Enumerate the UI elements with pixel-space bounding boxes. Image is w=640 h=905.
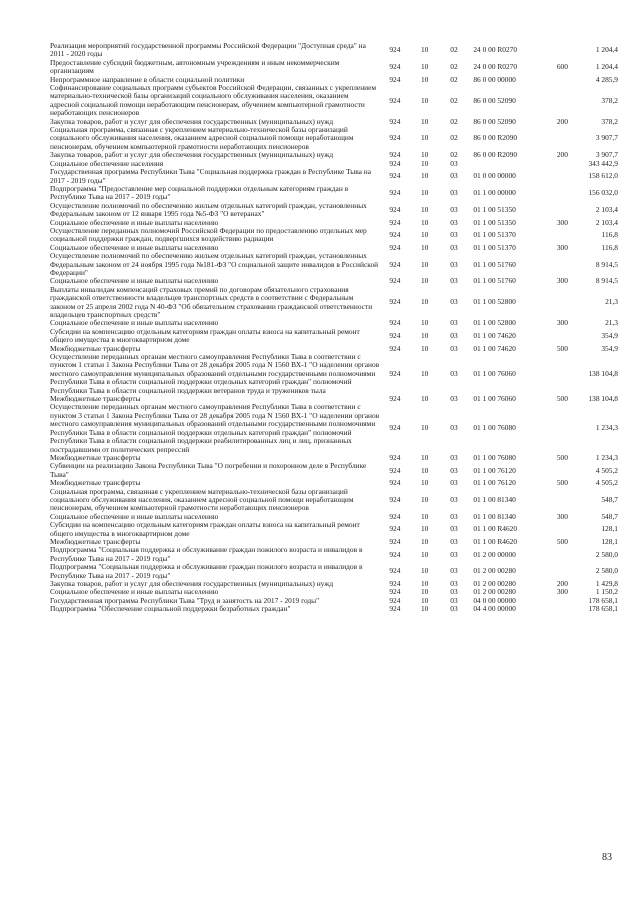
row-amount: 4 285,9 xyxy=(595,74,618,84)
row-amount: 116,8 xyxy=(601,242,618,252)
row-subsection-code: 02 xyxy=(450,45,458,55)
row-description: Межбюджетные трансферты xyxy=(50,536,141,546)
row-grbs-code: 924 xyxy=(389,116,401,126)
table-row xyxy=(50,403,618,453)
row-subsection-code: 03 xyxy=(450,566,458,576)
row-amount: 548,7 xyxy=(601,494,618,504)
row-amount: 3 907,7 xyxy=(595,133,618,143)
row-subsection-code: 03 xyxy=(450,423,458,433)
row-description: Социальное обеспечение и иные выплаты населению xyxy=(50,318,219,328)
row-subsection-code: 03 xyxy=(450,494,458,504)
row-grbs-code: 924 xyxy=(389,158,401,168)
row-expense-type: 300 xyxy=(556,276,568,286)
row-description: Субсидии на компенсацию отдельным категориям граждан оплаты взноса на капитальный ремонт общего имущества в многоквартирном доме xyxy=(50,520,360,538)
row-subsection-code: 03 xyxy=(450,242,458,252)
row-grbs-code: 924 xyxy=(389,297,401,307)
row-grbs-code: 924 xyxy=(389,204,401,214)
table-row xyxy=(50,168,618,185)
row-section-code: 10 xyxy=(420,230,429,240)
row-grbs-code: 924 xyxy=(389,452,401,462)
table-row xyxy=(50,126,618,151)
row-description: Реализация мероприятий государственной программы Российской Федерации "Доступная среда" на 2011 - 2020 годы xyxy=(50,41,366,59)
row-target-article: 86 0 00 00000 xyxy=(473,74,516,84)
row-amount: 4 505,2 xyxy=(595,478,618,488)
row-section-code: 10 xyxy=(420,394,429,404)
row-target-article: 86 0 00 52090 xyxy=(473,95,516,105)
row-expense-type: 300 xyxy=(556,217,568,227)
row-section-code: 10 xyxy=(420,524,429,534)
row-grbs-code: 924 xyxy=(389,566,401,576)
row-description: Закупка товаров, работ и услуг для обеспечения государственных (муниципальных) нужд xyxy=(50,579,334,588)
row-amount: 128,1 xyxy=(601,536,618,546)
row-amount: 548,7 xyxy=(601,511,618,521)
row-subsection-code: 03 xyxy=(450,230,458,240)
row-amount: 1 234,3 xyxy=(595,452,618,462)
row-subsection-code: 03 xyxy=(450,452,458,462)
row-section-code: 10 xyxy=(420,343,429,353)
row-expense-type xyxy=(547,84,578,118)
row-amount: 138 104,8 xyxy=(588,368,618,378)
row-subsection-code: 03 xyxy=(450,478,458,488)
row-amount: 8 914,5 xyxy=(595,276,618,286)
table-row xyxy=(50,227,618,244)
row-grbs-code: 924 xyxy=(389,549,401,559)
row-grbs-code: 924 xyxy=(389,45,401,55)
row-target-article: 01 1 00 76120 xyxy=(473,465,516,475)
row-description: Подпрограмма "Социальная поддержка и обслуживание граждан пожилого возраста и инвалидов в Республике Тыва на 2017 - 2019 годы" xyxy=(50,562,363,580)
row-amount: 138 104,8 xyxy=(588,394,618,404)
row-expense-type: 600 xyxy=(556,62,568,72)
row-section-code: 10 xyxy=(420,259,429,269)
row-section-code: 10 xyxy=(420,368,429,378)
row-description: Социальная программа, связанная с укреплением материально-технической базы организаций социального обслуживания населения, оказанием адресной социальной помощи неработающим пенсионерам, обучением компьютерной грамотности неработающих пенсионеров xyxy=(50,486,354,513)
row-description: Социальная программа, связанная с укреплением материально-технической базы организаций социального обслуживания населения, оказанием адресной социальной помощи неработающим пенсионерам, обучением компьютерной грамотности неработающих пенсионеров xyxy=(50,125,354,151)
row-section-code: 10 xyxy=(420,566,429,576)
row-target-article: 01 1 00 76060 xyxy=(473,394,516,404)
row-expense-type xyxy=(547,227,578,244)
row-section-code: 10 xyxy=(420,133,429,143)
row-subsection-code: 03 xyxy=(450,331,458,341)
row-amount: 354,9 xyxy=(601,343,618,353)
table-row xyxy=(50,59,618,76)
row-target-article: 01 1 00 00000 xyxy=(473,188,516,198)
row-description: Осуществление переданных полномочий Российской Федерации по предоставлению отдельных мер социальной поддержки граждан, подвергшихся воздействию радиации xyxy=(50,225,367,244)
table-row xyxy=(50,488,618,513)
row-subsection-code: 03 xyxy=(450,318,458,328)
row-target-article: 04 4 00 00000 xyxy=(473,604,516,614)
row-target-article: 01 1 00 76080 xyxy=(473,452,516,462)
row-subsection-code: 03 xyxy=(450,276,458,286)
row-description: Осуществление полномочий по обеспечению жильем отдельных категорий граждан, установленных Федеральным законом от 24 ноября 1995 года №181-ФЗ "О социальной защите инвалидов в Российской Федерации" xyxy=(50,251,379,277)
row-grbs-code: 924 xyxy=(389,511,401,521)
row-amount: 354,9 xyxy=(601,331,618,341)
row-grbs-code: 924 xyxy=(389,242,401,252)
table-row xyxy=(50,286,618,320)
row-subsection-code: 03 xyxy=(450,297,458,307)
row-section-code: 10 xyxy=(420,158,429,168)
row-grbs-code: 924 xyxy=(389,133,401,143)
row-expense-type: 500 xyxy=(556,478,568,488)
row-subsection-code: 02 xyxy=(450,150,458,160)
row-section-code: 10 xyxy=(420,95,429,105)
row-expense-type xyxy=(547,605,578,613)
row-target-article: 01 1 00 76060 xyxy=(473,368,516,378)
row-section-code: 10 xyxy=(420,587,429,597)
row-expense-type: 300 xyxy=(556,318,568,328)
row-grbs-code: 924 xyxy=(389,368,401,378)
row-section-code: 10 xyxy=(420,579,429,588)
row-grbs-code: 924 xyxy=(389,259,401,269)
row-target-article: 24 0 00 R0270 xyxy=(473,62,518,72)
row-description: Межбюджетные трансферты xyxy=(50,478,141,488)
row-section-code: 10 xyxy=(420,62,429,72)
row-expense-type xyxy=(547,185,578,202)
row-amount: 158 612,0 xyxy=(588,171,618,181)
table-row xyxy=(50,328,618,345)
row-description: Социальное обеспечение и иные выплаты населению xyxy=(50,511,219,521)
row-description: Социальное обеспечение и иные выплаты населению xyxy=(50,217,219,227)
row-expense-type xyxy=(547,42,578,59)
row-subsection-code: 03 xyxy=(450,595,458,605)
row-description: Социальное обеспечение и иные выплаты населению xyxy=(50,242,219,252)
row-expense-type xyxy=(547,353,578,395)
row-amount: 21,3 xyxy=(605,318,618,328)
row-amount: 8 914,5 xyxy=(595,259,618,269)
row-description: Выплаты инвалидам компенсаций страховых премий по договорам обязательного страхования гражданской ответственности владельцев транспортных средств в соответствии с Федеральным законом от 25 апреля 2002 года N 40-ФЗ "Об обязательном страховании гражданской ответственности владельцев транспортных средств" xyxy=(50,284,373,319)
row-expense-type xyxy=(547,168,578,185)
row-grbs-code: 924 xyxy=(389,230,401,240)
row-grbs-code: 924 xyxy=(389,478,401,488)
row-target-article: 86 0 00 R2090 xyxy=(473,150,518,160)
row-expense-type: 300 xyxy=(556,511,568,521)
row-subsection-code: 03 xyxy=(450,188,458,198)
row-section-code: 10 xyxy=(420,494,429,504)
row-grbs-code: 924 xyxy=(389,276,401,286)
row-expense-type xyxy=(547,521,578,538)
row-section-code: 10 xyxy=(420,150,429,160)
row-section-code: 10 xyxy=(420,478,429,488)
row-amount: 128,1 xyxy=(601,524,618,534)
row-grbs-code: 924 xyxy=(389,579,401,588)
row-amount: 1 204,4 xyxy=(595,62,618,72)
row-expense-type: 300 xyxy=(556,242,568,252)
row-expense-type: 500 xyxy=(556,536,568,546)
row-subsection-code: 03 xyxy=(450,394,458,404)
row-description: Закупка товаров, работ и услуг для обеспечения государственных (муниципальных) нужд xyxy=(50,116,334,126)
row-amount: 2 103,4 xyxy=(595,204,618,214)
row-amount: 1 150,2 xyxy=(595,587,618,597)
row-target-article: 86 0 00 52090 xyxy=(473,116,516,126)
row-grbs-code: 924 xyxy=(389,587,401,597)
row-grbs-code: 924 xyxy=(389,524,401,534)
row-grbs-code: 924 xyxy=(389,171,401,181)
row-target-article: 01 1 00 76080 xyxy=(473,423,516,433)
row-section-code: 10 xyxy=(420,116,429,126)
row-section-code: 10 xyxy=(420,217,429,227)
row-expense-type: 200 xyxy=(556,150,568,160)
row-amount: 1 429,8 xyxy=(595,579,618,588)
row-expense-type: 200 xyxy=(556,116,568,126)
table-row xyxy=(50,252,618,277)
row-target-article: 04 0 00 00000 xyxy=(473,595,516,605)
row-target-article: 01 1 00 81340 xyxy=(473,511,516,521)
row-target-article: 01 1 00 51350 xyxy=(473,217,516,227)
table-row xyxy=(50,42,618,59)
row-target-article: 01 1 00 52800 xyxy=(473,297,516,307)
row-target-article: 01 2 00 00000 xyxy=(473,549,516,559)
row-target-article: 01 2 00 00280 xyxy=(473,566,516,576)
row-description: Непрограммное направление в области социальной политики xyxy=(50,74,245,84)
row-amount: 343 442,9 xyxy=(588,158,618,168)
row-target-article: 01 1 00 52800 xyxy=(473,318,516,328)
row-grbs-code: 924 xyxy=(389,331,401,341)
row-grbs-code: 924 xyxy=(389,318,401,328)
row-description: Осуществление переданных органам местного самоуправления Республики Тыва в соответствии с пунктом 1 статьи 1 Закона Республики Тыва от 28 декабря 2005 года N 1560 ВХ-1 "О наделении органов местного самоуправления муниципальных образований отдельными государственными полномочиями Республики Тыва в области социальной поддержки отдельных категорий граждан" полномочий Республики Тыва в области социальной поддержки ветеранов труда и тружеников тыла xyxy=(50,352,380,395)
row-grbs-code: 924 xyxy=(389,74,401,84)
row-description: Подпрограмма "Социальная поддержка и обслуживание граждан пожилого возраста и инвалидов в Республике Тыва на 2017 - 2019 годы" xyxy=(50,545,363,563)
row-subsection-code: 03 xyxy=(450,259,458,269)
table-row xyxy=(50,353,618,395)
row-grbs-code: 924 xyxy=(389,217,401,227)
row-description: Подпрограмма "Предоставление мер социальной поддержки отдельным категориям граждан в Республике Тыва на 2017 - 2019 годы" xyxy=(50,183,349,202)
row-target-article xyxy=(473,160,546,168)
budget-table xyxy=(50,42,618,614)
row-target-article: 01 1 00 51350 xyxy=(473,204,516,214)
row-subsection-code: 03 xyxy=(450,587,458,597)
row-amount: 4 505,2 xyxy=(595,465,618,475)
row-description: Социальное обеспечение населения xyxy=(50,158,164,168)
row-description: Предоставление субсидий бюджетным, автономным учреждениям и иным некоммерческим организациям xyxy=(50,57,340,76)
row-grbs-code: 924 xyxy=(389,595,401,605)
row-subsection-code: 02 xyxy=(450,62,458,72)
row-expense-type: 200 xyxy=(556,579,568,588)
row-description: Софинансирование социальных программ субъектов Российской Федерации, связанных с укреплением материально-технической базы организаций социального обслуживания населения, оказанием адресной социальной помощи неработающим пенсионерам, обучением компьютерной грамотности неработающих пенсионеров xyxy=(50,83,377,118)
row-grbs-code: 924 xyxy=(389,188,401,198)
row-amount: 178 658,1 xyxy=(588,604,618,614)
budget-table-body xyxy=(50,42,618,614)
row-amount: 1 234,3 xyxy=(595,423,618,433)
row-expense-type xyxy=(547,328,578,345)
row-target-article: 01 0 00 00000 xyxy=(473,171,516,181)
row-amount: 2 580,0 xyxy=(595,549,618,559)
table-row xyxy=(50,521,618,538)
row-expense-type: 500 xyxy=(556,343,568,353)
row-amount: 378,2 xyxy=(601,95,618,105)
row-subsection-code: 03 xyxy=(450,343,458,353)
row-grbs-code: 924 xyxy=(389,95,401,105)
row-description: Межбюджетные трансферты xyxy=(50,394,141,404)
row-description: Государственная программа Республики Тыва "Социальная поддержка граждан в Республике Тыва на 2017 - 2019 годы" xyxy=(50,167,371,185)
row-amount: 3 907,7 xyxy=(595,150,618,160)
row-description: Подпрограмма "Обеспечение социальной поддержки безработных граждан" xyxy=(50,604,291,614)
row-grbs-code: 924 xyxy=(389,150,401,160)
row-description: Межбюджетные трансферты xyxy=(50,452,141,462)
row-grbs-code: 924 xyxy=(389,604,401,614)
row-target-article: 01 1 00 51370 xyxy=(473,230,516,240)
row-amount: 378,2 xyxy=(601,116,618,126)
row-description: Социальное обеспечение и иные выплаты населению xyxy=(50,276,219,286)
row-grbs-code: 924 xyxy=(389,343,401,353)
row-target-article: 01 1 00 51760 xyxy=(473,276,516,286)
row-subsection-code: 02 xyxy=(450,95,458,105)
row-expense-type xyxy=(547,563,578,580)
row-expense-type xyxy=(547,488,578,513)
row-subsection-code: 02 xyxy=(450,133,458,143)
row-section-code: 10 xyxy=(420,423,429,433)
row-section-code: 10 xyxy=(420,331,429,341)
row-description: Осуществление переданных органам местного самоуправления Республики Тыва в соответствии с пунктом 3 статьи 1 Закона Республики Тыва от 28 декабря 2005 года N 1560 ВХ-1 "О наделении органов местного самоуправления муниципальных образований отдельными государственными полномочиями Республики Тыва в области социальной поддержки отдельных категорий граждан" полномочий Республики Тыва в области социальной поддержки реабилитированных лиц и лиц, признанных пострадавшими от политических репрессий xyxy=(50,402,380,454)
table-row xyxy=(50,563,618,580)
row-description: Субсидии на компенсацию отдельным категориям граждан оплаты взноса на капитальный ремонт общего имущества в многоквартирном доме xyxy=(50,326,360,345)
row-description: Социальное обеспечение и иные выплаты населению xyxy=(50,587,219,597)
row-target-article: 01 1 00 81340 xyxy=(473,494,516,504)
row-expense-type xyxy=(547,546,578,563)
row-amount: 1 204,4 xyxy=(595,45,618,55)
table-row xyxy=(50,462,618,479)
row-subsection-code: 02 xyxy=(450,116,458,126)
row-subsection-code: 03 xyxy=(450,204,458,214)
row-amount: 21,3 xyxy=(605,297,618,307)
row-section-code: 10 xyxy=(420,45,429,55)
row-section-code: 10 xyxy=(420,74,429,84)
row-target-article: 01 2 00 00280 xyxy=(473,587,516,597)
page-number: 83 xyxy=(602,852,612,863)
table-row xyxy=(50,605,618,613)
row-expense-type xyxy=(547,286,578,320)
row-grbs-code: 924 xyxy=(389,494,401,504)
row-section-code: 10 xyxy=(420,452,429,462)
row-target-article: 01 1 00 74620 xyxy=(473,343,516,353)
row-section-code: 10 xyxy=(420,595,429,605)
row-target-article: 01 1 00 R4620 xyxy=(473,536,518,546)
row-target-article: 01 1 00 76120 xyxy=(473,478,516,488)
row-expense-type xyxy=(547,252,578,277)
row-grbs-code: 924 xyxy=(389,394,401,404)
row-subsection-code: 03 xyxy=(450,217,458,227)
row-subsection-code: 03 xyxy=(450,171,458,181)
row-expense-type xyxy=(547,403,578,453)
row-description: Закупка товаров, работ и услуг для обеспечения государственных (муниципальных) нужд xyxy=(50,150,334,160)
row-expense-type: 300 xyxy=(556,587,568,597)
row-description: Межбюджетные трансферты xyxy=(50,343,141,353)
row-target-article: 01 1 00 R4620 xyxy=(473,524,518,534)
row-target-article: 01 1 00 74620 xyxy=(473,331,516,341)
row-grbs-code: 924 xyxy=(389,62,401,72)
row-target-article: 01 1 00 51760 xyxy=(473,259,516,269)
row-expense-type xyxy=(547,462,578,479)
row-amount: 116,8 xyxy=(601,230,618,240)
row-description: Субвенции на реализацию Закона Республики Тыва "О погребении и похоронном деле в Республике Тыва" xyxy=(50,461,367,479)
row-section-code: 10 xyxy=(420,188,429,198)
row-subsection-code: 02 xyxy=(450,74,458,84)
row-amount: 178 658,1 xyxy=(588,595,618,605)
row-expense-type: 500 xyxy=(556,394,568,404)
row-subsection-code: 03 xyxy=(450,158,458,168)
row-subsection-code: 03 xyxy=(450,604,458,614)
row-subsection-code: 03 xyxy=(450,536,458,546)
row-section-code: 10 xyxy=(420,297,429,307)
table-row xyxy=(50,202,618,219)
table-row xyxy=(50,546,618,563)
row-section-code: 10 xyxy=(420,511,429,521)
row-target-article: 86 0 00 R2090 xyxy=(473,133,518,143)
row-description: Государственная программа Республики Тыва "Труд и занятость на 2017 - 2019 годы" xyxy=(50,595,320,605)
table-row xyxy=(50,84,618,118)
row-target-article: 01 2 00 00280 xyxy=(473,579,516,588)
row-amount: 2 580,0 xyxy=(595,566,618,576)
row-expense-type xyxy=(547,597,578,605)
row-subsection-code: 03 xyxy=(450,549,458,559)
row-subsection-code: 03 xyxy=(450,524,458,534)
row-section-code: 10 xyxy=(420,465,429,475)
row-amount: 2 103,4 xyxy=(595,217,618,227)
row-section-code: 10 xyxy=(420,242,429,252)
row-section-code: 10 xyxy=(420,536,429,546)
row-section-code: 10 xyxy=(420,549,429,559)
row-subsection-code: 03 xyxy=(450,579,458,588)
row-description: Осуществление полномочий по обеспечению жильем отдельных категорий граждан, установленных Федеральным законом от 12 января 1995 года №5-ФЗ "О ветеранах" xyxy=(50,200,367,219)
row-amount: 156 032,0 xyxy=(588,188,618,198)
row-subsection-code: 03 xyxy=(450,368,458,378)
row-subsection-code: 03 xyxy=(450,511,458,521)
row-subsection-code: 03 xyxy=(450,465,458,475)
row-target-article: 01 1 00 51370 xyxy=(473,242,516,252)
row-section-code: 10 xyxy=(420,604,429,614)
row-grbs-code: 924 xyxy=(389,465,401,475)
row-expense-type xyxy=(547,76,578,84)
row-expense-type: 500 xyxy=(556,452,568,462)
row-section-code: 10 xyxy=(420,276,429,286)
row-grbs-code: 924 xyxy=(389,423,401,433)
row-section-code: 10 xyxy=(420,204,429,214)
row-section-code: 10 xyxy=(420,318,429,328)
table-row xyxy=(50,185,618,202)
row-expense-type xyxy=(547,126,578,151)
row-section-code: 10 xyxy=(420,171,429,181)
row-expense-type xyxy=(547,202,578,219)
row-target-article: 24 0 00 R0270 xyxy=(473,45,518,55)
row-grbs-code: 924 xyxy=(389,536,401,546)
row-expense-type xyxy=(547,160,578,168)
